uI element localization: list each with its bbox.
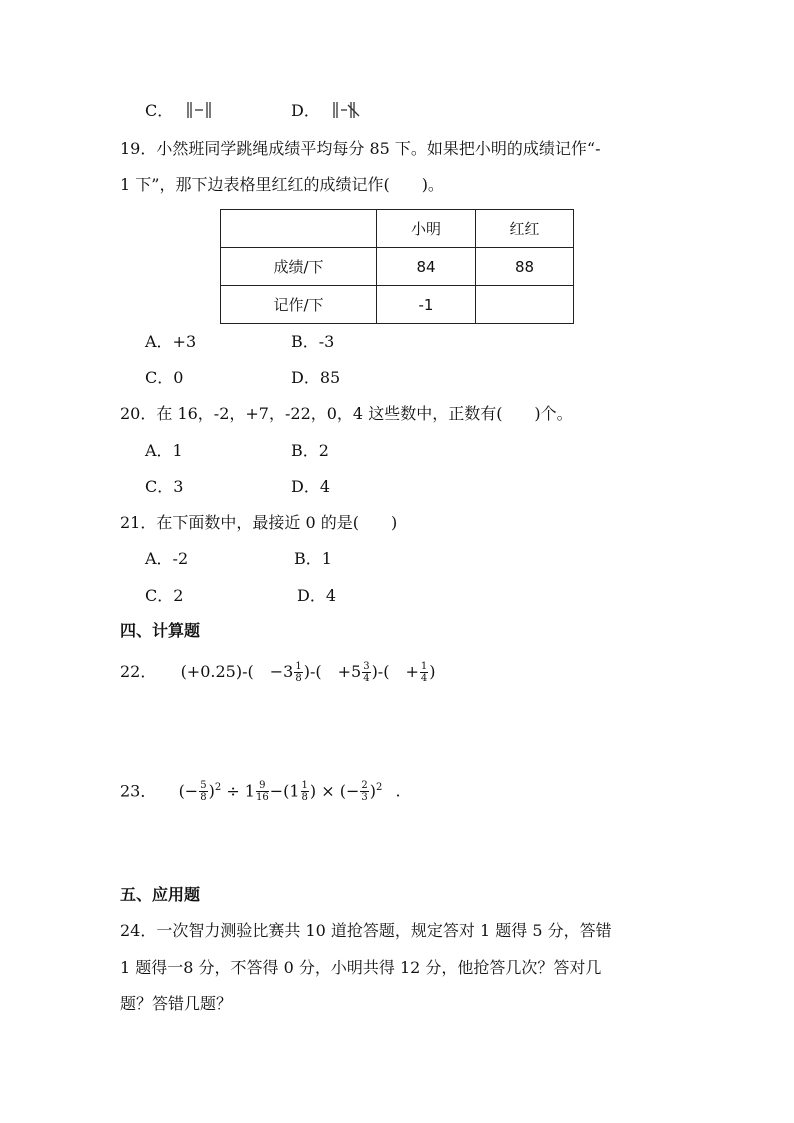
table-cell <box>221 210 377 248</box>
q18-option-d <box>291 101 361 121</box>
q23-expression <box>120 771 401 808</box>
q23-part: ÷ 1 <box>226 781 255 801</box>
q19-stem-line2: 1 下”，那下边表格里红红的成绩记作( )。 <box>120 175 444 194</box>
tally-mark-c-icon <box>184 101 214 119</box>
q21-option-a: A．-2 <box>145 549 189 568</box>
tally-mark-d-icon <box>331 101 361 119</box>
fraction-numerator: 9 <box>256 780 269 792</box>
q23-part: −(1 <box>269 781 300 801</box>
section-heading-application: 五、应用题 <box>120 885 201 904</box>
q22-number: 22． <box>120 662 157 681</box>
q23-fraction-3 <box>301 780 309 803</box>
table-cell: 小明 <box>377 210 476 248</box>
q23-fraction-4 <box>360 780 368 803</box>
table-cell: 记作/下 <box>221 286 377 324</box>
q19-option-a: A．+3 <box>145 332 197 351</box>
q21-option-d: D．4 <box>297 586 337 605</box>
q20-option-d: D．4 <box>291 477 331 496</box>
q19-option-c: C．0 <box>145 368 184 387</box>
fraction-denominator: 8 <box>301 792 308 804</box>
fraction-denominator: 16 <box>255 792 269 804</box>
q21-option-b: B．1 <box>294 549 332 568</box>
q19-stem-line1: 19．小然班同学跳绳成绩平均每分 85 下。如果把小明的成绩记作“- <box>120 139 601 158</box>
q22-fraction-2 <box>362 661 370 684</box>
q23-part: ) <box>208 781 215 801</box>
fraction-denominator: 3 <box>361 792 368 804</box>
table-cell: 红红 <box>476 210 574 248</box>
table-cell <box>476 286 574 324</box>
q20-option-a: A．1 <box>145 441 183 460</box>
fraction-numerator: 1 <box>295 661 302 672</box>
q22-part-d: ) <box>429 662 436 681</box>
fraction-denominator: 8 <box>295 673 302 684</box>
q24-line2: 1 题得一8 分，不答得 0 分，小明共得 12 分，他抢答几次？答对几 <box>120 958 602 977</box>
table-cell: 88 <box>476 248 574 286</box>
q21-option-c: C．2 <box>145 586 184 605</box>
q22-expression <box>120 655 436 689</box>
fraction-numerator: 3 <box>363 661 370 672</box>
q23-exponent: 2 <box>214 782 222 793</box>
q22-part-c: )-( + <box>371 662 419 681</box>
fraction-numerator: 1 <box>420 661 428 672</box>
q23-fraction-2 <box>256 780 269 803</box>
table-cell: 成绩/下 <box>221 248 377 286</box>
q23-number: 23． <box>120 781 157 801</box>
fraction-numerator: 2 <box>361 780 368 792</box>
q20-option-b: B．2 <box>291 441 329 460</box>
q18-option-c <box>145 101 214 121</box>
q23-part: ) <box>369 781 377 801</box>
q22-fraction-1 <box>294 661 302 684</box>
q19-option-b: B．-3 <box>291 332 335 351</box>
q23-part: (− <box>178 781 199 801</box>
q22-fraction-3 <box>420 661 428 684</box>
fraction-denominator: 4 <box>420 673 428 684</box>
q23-part: ) × (− <box>309 781 360 801</box>
q24-line3: 题？答错几题？ <box>120 994 233 1013</box>
q23-end-mark: . <box>395 781 401 801</box>
q23-exponent: 2 <box>376 782 383 793</box>
section-heading-calculation: 四、计算题 <box>120 621 201 640</box>
table-row <box>221 286 574 324</box>
fraction-numerator: 1 <box>301 780 308 792</box>
fraction-denominator: 4 <box>363 673 370 684</box>
q22-part-a: (+0.25)-( −3 <box>180 662 294 681</box>
q19-option-d: D．85 <box>291 368 341 387</box>
q23-fraction-1 <box>199 780 207 803</box>
table-header-row <box>221 210 574 248</box>
fraction-numerator: 5 <box>200 780 207 792</box>
q20-option-c: C．3 <box>145 477 184 496</box>
q22-part-b: )-( +5 <box>303 662 362 681</box>
table-row <box>221 248 574 286</box>
q21-stem: 21．在下面数中，最接近 0 的是( ) <box>120 513 398 532</box>
table-cell: -1 <box>377 286 476 324</box>
table-cell: 84 <box>377 248 476 286</box>
q18-option-d-label: D． <box>291 101 320 120</box>
q19-score-table <box>220 209 574 324</box>
fraction-denominator: 8 <box>200 792 207 804</box>
q20-stem: 20．在 16，-2，+7，-22，0，4 这些数中，正数有( )个。 <box>120 404 573 423</box>
q24-line1: 24．一次智力测验比赛共 10 道抢答题，规定答对 1 题得 5 分，答错 <box>120 921 612 940</box>
q18-option-c-label: C． <box>145 101 174 120</box>
